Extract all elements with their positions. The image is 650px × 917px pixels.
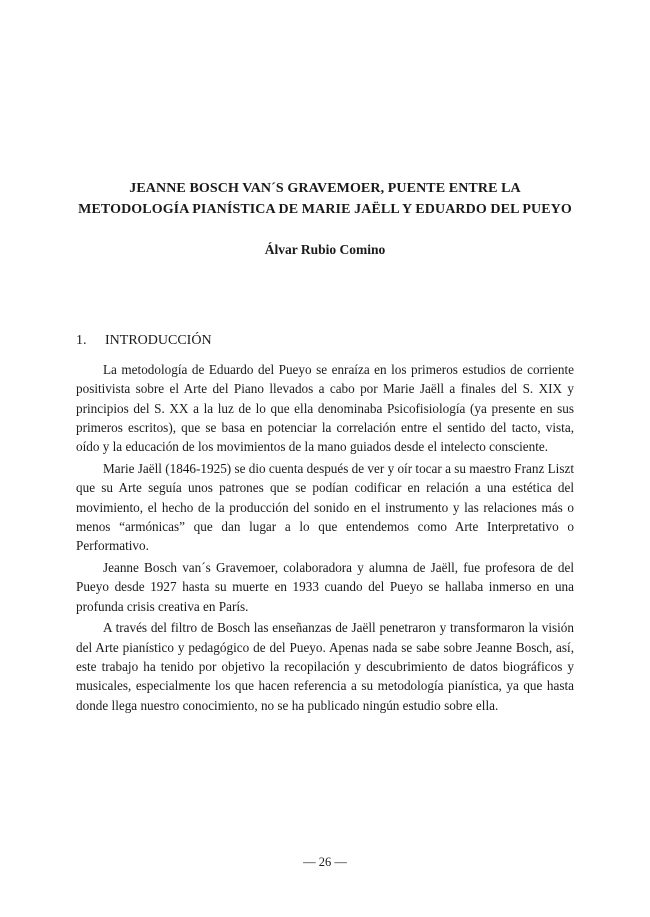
article-title (60, 178, 590, 220)
paragraph: Jeanne Bosch van´s Gravemoer, colaboradora y alumna de Jaëll, fue profesora de del Pueyo desde 1927 hasta su muerte en 1933 cuando del Pueyo se hallaba inmerso en una profunda crisis creativa en París. (76, 559, 574, 614)
section-title: INTRODUCCIÓN (105, 333, 212, 348)
paragraph: Marie Jaëll (1846-1925) se dio cuenta después de ver y oír tocar a su maestro Franz Liszt que su Arte seguía unos patrones que se podían codificar en relación a una estética del movimiento, el hecho de la producción del sonido en el instrumento y las relaciones más o menos “armónicas” que dan lugar a lo que entendemos como Arte Interpretativo o Performativo. (76, 460, 574, 554)
paragraph: La metodología de Eduardo del Pueyo se enraíza en los primeros estudios de corriente positivista sobre el Arte del Piano llevados a cabo por Marie Jaëll a finales del S. XIX y principios del S. XX a la luz de lo que ella denominaba Psicofisiología (ya presente en sus primeros escritos), que se basa en potenciar la correlación entre el sentido del tacto, vista, oído y la educación de los movimientos de la mano guiados desde el intelecto consciente. (76, 362, 574, 455)
author-name: Álvar Rubio Comino (264, 242, 386, 257)
section-number: 1. (76, 333, 87, 348)
page-number: — 26 — (303, 855, 347, 869)
article-title-line-1: JEANNE BOSCH VAN´S GRAVEMOER, PUENTE ENTRE LA (129, 181, 521, 196)
paragraph: A través del filtro de Bosch las enseñanzas de Jaëll penetraron y transformaron la visión del Arte pianístico y pedagógico de del Pueyo. Apenas nada se sabe sobre Jeanne Bosch, así, este trabajo ha tenido por objetivo la recopilación y descubrimiento de datos biográficos y musicales, especialmente los que hacen referencia a su metodología pianística, ya que hasta donde llega nuestro conocimiento, no se ha publicado ningún estudio sobre ella. (76, 620, 574, 713)
article-title-line-2: METODOLOGÍA PIANÍSTICA DE MARIE JAËLL Y EDUARDO DEL PUEYO (78, 202, 572, 217)
section-heading (76, 332, 212, 350)
body-text (76, 360, 574, 717)
